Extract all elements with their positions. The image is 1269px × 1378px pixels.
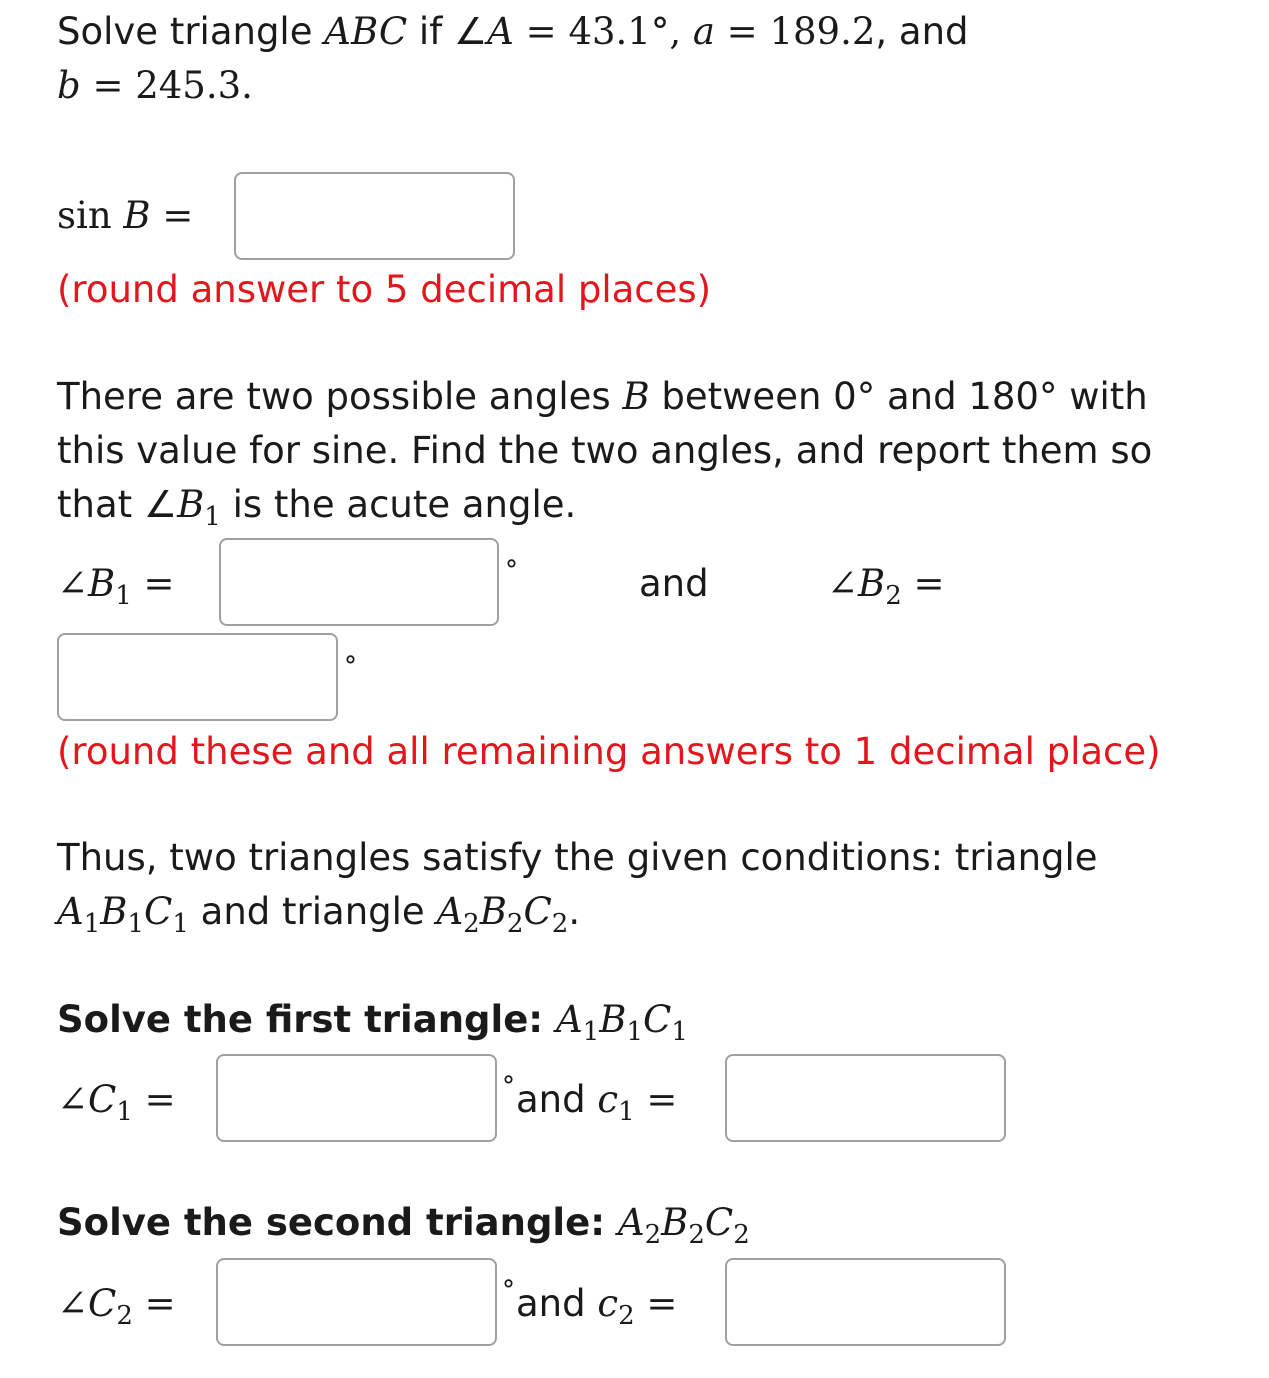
thus-line2: $A_1B_1C_1$ and triangle $A_2B_2C_2$. bbox=[57, 890, 581, 939]
angle-a-value: 43.1° bbox=[568, 10, 670, 53]
and-label: and bbox=[639, 562, 709, 605]
c1-side-label: and $c_1$ = bbox=[516, 1078, 678, 1127]
c1-angle-input[interactable] bbox=[216, 1054, 497, 1142]
two-angles-line3: that $\angle B_1$ is the acute angle. bbox=[57, 483, 577, 532]
b2-input[interactable] bbox=[57, 633, 338, 721]
first-triangle-heading: Solve the first triangle: $A_1B_1C_1$ bbox=[57, 998, 688, 1047]
c1-angle-label: $\angle C_1$ = bbox=[57, 1078, 176, 1127]
c1-side-input[interactable] bbox=[725, 1054, 1006, 1142]
b1-input[interactable] bbox=[219, 538, 499, 626]
sin-b-input[interactable] bbox=[234, 172, 515, 260]
rounding-hint-remaining: (round these and all remaining answers to 1 decimal place) bbox=[57, 730, 1161, 773]
two-angles-line2: this value for sine. Find the two angles, and report them so bbox=[57, 429, 1153, 472]
two-angles-line1: There are two possible angles B between 0° and 180° with bbox=[57, 375, 1148, 418]
second-triangle-heading: Solve the second triangle: $A_2B_2C_2$ bbox=[57, 1201, 750, 1250]
triangle-name: ABC bbox=[324, 10, 408, 53]
c1-degree-symbol: ° bbox=[502, 1072, 515, 1102]
thus-line1: Thus, two triangles satisfy the given conditions: triangle bbox=[57, 836, 1098, 879]
sin-b-label: sin B = bbox=[57, 194, 194, 237]
problem-statement-line2: b = 245.3. bbox=[57, 64, 253, 107]
sin-b-rounding-hint: (round answer to 5 decimal places) bbox=[57, 268, 712, 311]
side-b-value: 245.3. bbox=[135, 64, 253, 107]
c2-side-input[interactable] bbox=[725, 1258, 1006, 1346]
problem-statement-line1: Solve triangle ABC if ∠A = 43.1°, a = 189.2, and bbox=[57, 10, 969, 53]
side-a-value: 189.2 bbox=[769, 10, 876, 53]
c2-degree-symbol: ° bbox=[502, 1276, 515, 1306]
c2-angle-label: $\angle C_2$ = bbox=[57, 1282, 176, 1331]
c2-angle-input[interactable] bbox=[216, 1258, 497, 1346]
c2-side-label: and $c_2$ = bbox=[516, 1282, 678, 1331]
b1-label: $\angle B_1$ = bbox=[57, 562, 175, 611]
b2-degree-symbol: ° bbox=[344, 652, 357, 682]
b1-degree-symbol: ° bbox=[505, 556, 518, 586]
b2-label: $\angle B_2$ = bbox=[827, 562, 945, 611]
